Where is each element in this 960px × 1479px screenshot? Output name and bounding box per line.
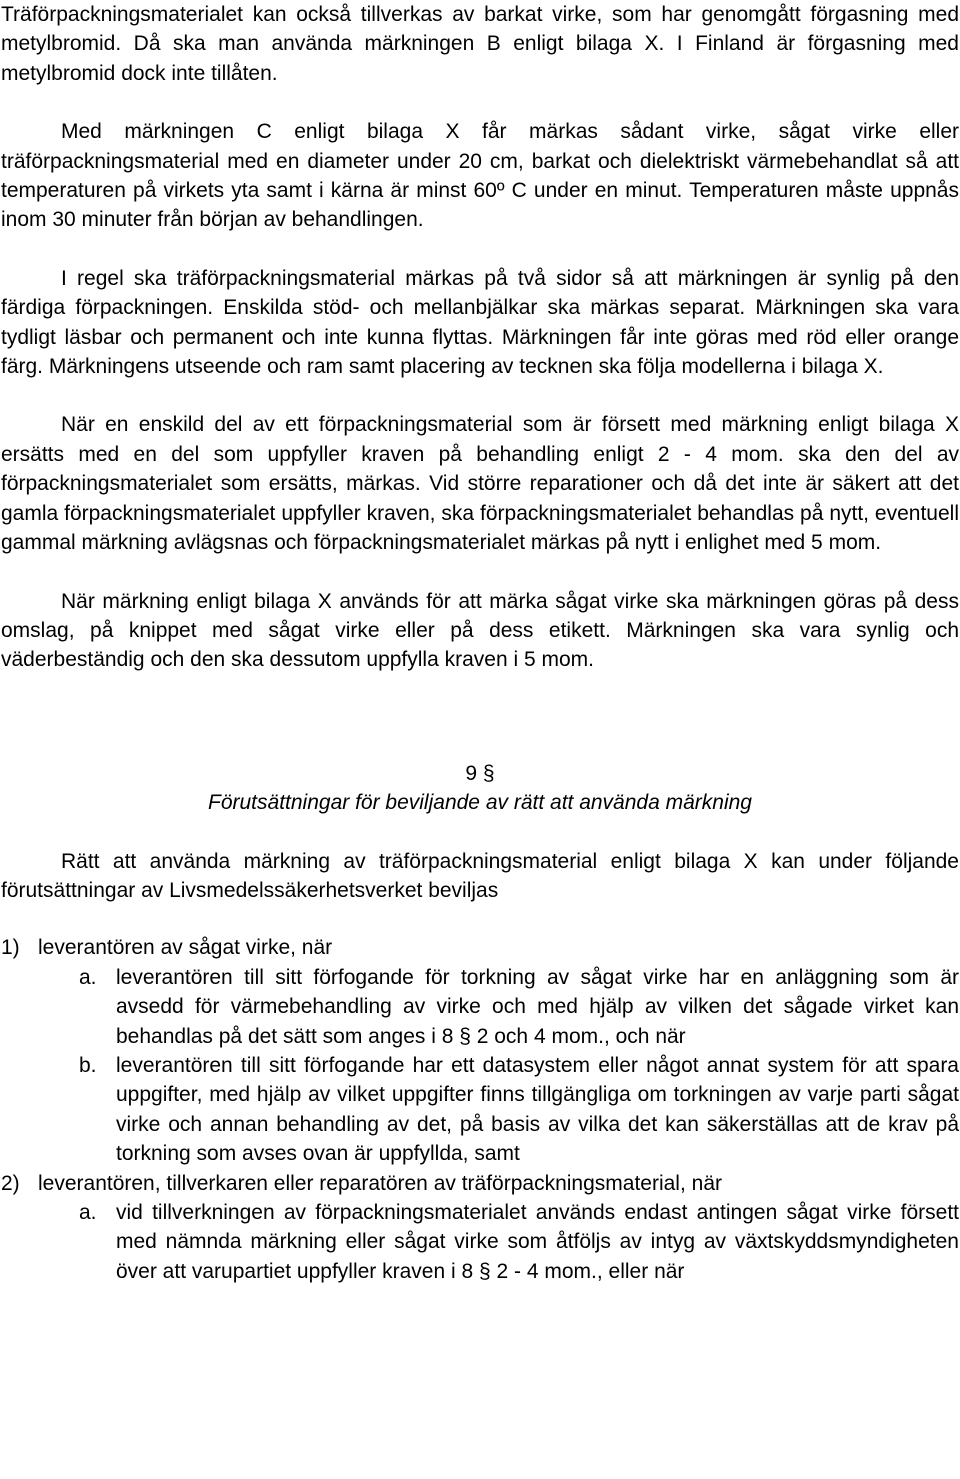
list-item xyxy=(1,933,959,962)
section-title: Förutsättningar för beviljande av rätt att använda märkning xyxy=(208,791,752,815)
list-item-text: leverantören av sågat virke, när xyxy=(38,936,333,960)
sub-list-marker: b. xyxy=(79,1053,97,1077)
list-item-text: leverantören, tillverkaren eller reparatören av träförpackningsmaterial, när xyxy=(38,1171,722,1195)
list-marker: 1) xyxy=(1,936,20,960)
section-number: 9 § xyxy=(465,761,495,785)
sub-list-item-text: leverantören till sitt förfogande för torkning av sågat virke har en anläggning som är avsedd för värmebehandling av virke och med hjälp av vilken det sågade virket kan behandlas på det sätt som anges i 8 § 2 och 4 mom., och när xyxy=(116,965,959,1048)
conditions-list xyxy=(1,933,959,1286)
paragraph-sawn-timber: När märkning enligt bilaga X används för att märka sågat virke ska märkningen göras på dess omslag, på knippet med sågat virke eller på dess etikett. Märkningen ska vara synlig och väderbeständig och den ska dessutom uppfylla kraven i 5 mom. xyxy=(1,589,959,672)
list-item xyxy=(1,1169,959,1198)
paragraph-marking-rules: I regel ska träförpackningsmaterial märkas på två sidor så att märkningen är synlig på den färdiga förpackningen. Enskilda stöd- och mellanbjälkar ska märkas separat. Märkningen ska vara tydligt läsbar och permanent och inte kunna flyttas. Märkningen får inte göras med röd eller orange färg. Märkningens utseende och ram samt placering av tecknen ska följa modellerna i bilaga X. xyxy=(1,266,959,379)
sub-list-marker: a. xyxy=(79,965,97,989)
sub-list-item-text: leverantören till sitt förfogande har ett datasystem eller något annat system för att spara uppgifter, med hjälp av vilket uppgifter finns tillgängliga om torkningen av varje parti sågat virke och annan behandling av det, på basis av vilka det kan säkerställas att de krav på torkning som avses ovan är uppfyllda, samt xyxy=(116,1053,959,1166)
sub-list-item xyxy=(1,1198,959,1286)
sub-list-item-text: vid tillverkningen av förpackningsmaterialet används endast antingen sågat virke försett med nämnda märkning eller sågat virke som åtföljs av intyg av växtskyddsmyndigheten över att varupartiet uppfyller kraven i 8 § 2 - 4 mom., eller när xyxy=(116,1201,959,1283)
section-intro: Rätt att använda märkning av träförpackningsmaterial enligt bilaga X kan under följande förutsättningar av Livsmedelssäkerhetsverket beviljas xyxy=(1,849,959,902)
sub-list-item xyxy=(1,963,959,1051)
sub-list-marker: a. xyxy=(79,1201,97,1224)
paragraph-methyl-bromide: Träförpackningsmaterialet kan också tillverkas av barkat virke, som har genomgått förgasning med metylbromid. Då ska man använda märkningen B enligt bilaga X. I Finland är förgasning med metylbromid dock inte tillåten. xyxy=(1,3,959,85)
paragraph-marking-c: Med märkningen C enligt bilaga X får märkas sådant virke, sågat virke eller träförpackningsmaterial med en diameter under 20 cm, barkat och dielektriskt värmebehandlat så att temperaturen på virkets yta samt i kärna är minst 60º C under en minut. Temperaturen måste uppnås inom 30 minuter från början av behandlingen. xyxy=(1,120,959,232)
paragraph-replacement: När en enskild del av ett förpackningsmaterial som är försett med märkning enligt bilaga X ersätts med en del som uppfyller kraven på behandling enligt 2 - 4 mom. ska den del av förpackningsmaterialet som ersätts, märkas. Vid större reparationer och då det inte är säkert att det gamla förpackningsmaterialet uppfyller kraven, ska förpackningsmaterialet behandlas på nytt, eventuell gammal märkning avlägsnas och förpackningsmaterialet märkas på nytt i enlighet med 5 mom. xyxy=(1,413,959,555)
list-marker: 2) xyxy=(1,1171,20,1195)
sub-list-item xyxy=(1,1051,959,1169)
